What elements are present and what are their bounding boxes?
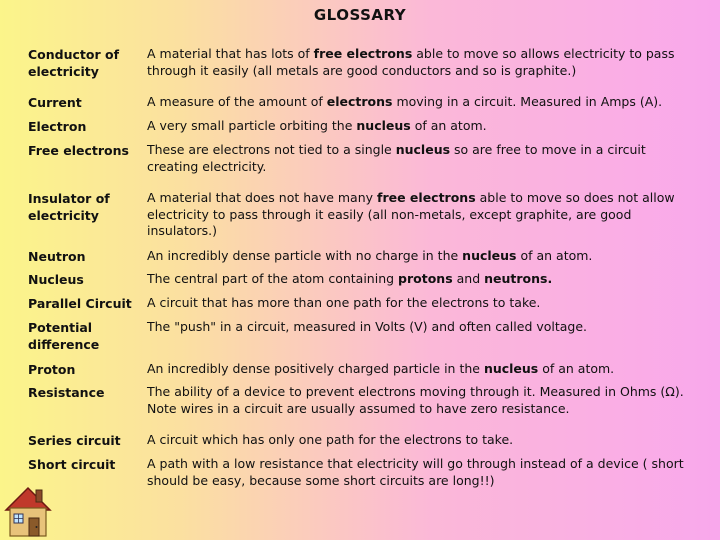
glossary-definition bbox=[147, 271, 697, 288]
definition-text: so are free to move in a circuit creating electricity. bbox=[147, 142, 646, 174]
glossary-term: Short circuit bbox=[28, 457, 116, 472]
definition-text: of an atom. bbox=[538, 361, 615, 376]
definition-text: able to move so does not allow electricity to pass through it easily (all non-metals, except graphite, are good insulators.) bbox=[147, 190, 675, 238]
definition-keyword: nucleus bbox=[483, 361, 539, 376]
glossary-term: Electron bbox=[28, 119, 87, 134]
glossary-term: Potential difference bbox=[28, 320, 100, 352]
definition-text: An incredibly dense positively charged particle in the bbox=[147, 361, 484, 376]
definition-text: A very small particle orbiting the bbox=[147, 118, 357, 133]
definition-keyword: nucleus bbox=[395, 142, 451, 157]
glossary-definition bbox=[147, 94, 697, 111]
glossary-definition bbox=[147, 190, 697, 240]
glossary-term: Parallel Circuit bbox=[28, 296, 132, 311]
definition-keyword: free electrons bbox=[313, 46, 413, 61]
glossary-term: Free electrons bbox=[28, 143, 129, 158]
glossary-term: Insulator of electricity bbox=[28, 191, 110, 223]
definition-text: These are electrons not tied to a single bbox=[147, 142, 396, 157]
definition-text: The ability of a device to prevent electrons moving through it. Measured in Ohms (Ω). Note wires in a circuit are usually assumed to have zero resistance. bbox=[147, 384, 684, 416]
glossary-term: Neutron bbox=[28, 249, 86, 264]
definition-text: The "push" in a circuit, measured in Volts (V) and often called voltage. bbox=[147, 319, 588, 334]
glossary-definition bbox=[147, 248, 697, 265]
glossary-definition bbox=[147, 118, 697, 135]
definition-text: of an atom. bbox=[516, 248, 593, 263]
definition-keyword: nucleus bbox=[356, 118, 411, 133]
glossary-definition bbox=[147, 46, 697, 79]
definition-keyword: protons bbox=[398, 271, 453, 286]
definition-keyword: free electrons bbox=[377, 190, 476, 205]
glossary-definition bbox=[147, 142, 697, 175]
definition-keyword: neutrons. bbox=[484, 271, 553, 286]
definition-text: and bbox=[452, 271, 485, 286]
glossary-definition bbox=[147, 432, 697, 449]
definition-text: A circuit that has more than one path for the electrons to take. bbox=[147, 295, 541, 310]
definition-text: A path with a low resistance that electricity will go through instead of a device ( short should be easy, because some short circuits are long!!) bbox=[147, 456, 684, 488]
definition-text: An incredibly dense particle with no charge in the bbox=[147, 248, 463, 263]
definition-text: moving in a circuit. Measured in Amps (A). bbox=[392, 94, 663, 109]
glossary-term: Proton bbox=[28, 362, 76, 377]
definition-text: of an atom. bbox=[410, 118, 487, 133]
glossary-definition bbox=[147, 456, 697, 489]
glossary-definition bbox=[147, 295, 697, 312]
definition-text: A measure of the amount of bbox=[147, 94, 327, 109]
glossary-term: Resistance bbox=[28, 385, 105, 400]
glossary-definition bbox=[147, 319, 697, 336]
definition-keyword: nucleus bbox=[462, 248, 517, 263]
definition-text: A material that does not have many bbox=[147, 190, 378, 205]
house-icon[interactable] bbox=[2, 478, 58, 538]
glossary-term: Conductor of electricity bbox=[28, 47, 120, 79]
page-title: GLOSSARY bbox=[313, 6, 407, 24]
glossary-term: Current bbox=[28, 95, 82, 110]
definition-text: A material that has lots of bbox=[147, 46, 314, 61]
glossary-term: Nucleus bbox=[28, 272, 84, 287]
definition-keyword: electrons bbox=[326, 94, 393, 109]
glossary-term: Series circuit bbox=[28, 433, 121, 448]
definition-text: able to move so allows electricity to pass through it easily (all metals are good conductors and so is graphite.) bbox=[147, 46, 675, 78]
definition-text: The central part of the atom containing bbox=[147, 271, 399, 286]
definition-text: A circuit which has only one path for the electrons to take. bbox=[147, 432, 514, 447]
glossary-definition bbox=[147, 384, 697, 417]
glossary-definition bbox=[147, 361, 697, 378]
